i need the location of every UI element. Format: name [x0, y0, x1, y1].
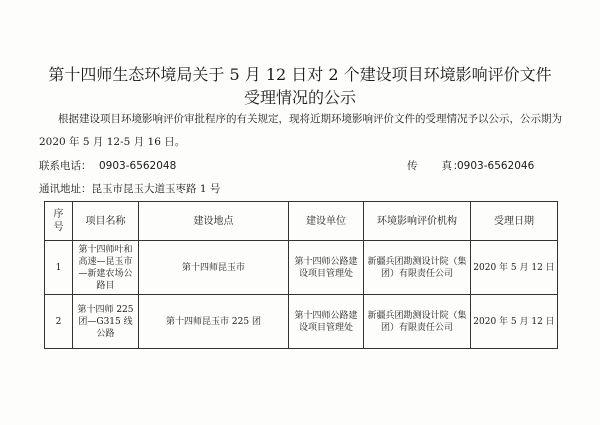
cell-acceptance-date: 2020 年 5 月 12 日 — [471, 241, 558, 295]
phone-value: 0903-6562048 — [99, 160, 177, 172]
document-title-line-1: 第十四师生态环境局关于 5 月 12 日对 2 个建设项目环境影响评价文件 — [48, 65, 552, 84]
header-serial-number — [45, 202, 73, 241]
header-project-name: 项目名称 — [73, 202, 139, 241]
cell-eia-organization: 新疆兵团勘测设计院（集团）有限责任公司 — [364, 241, 471, 295]
fax-label: 传 真： — [407, 160, 465, 172]
cell-serial-number: 1 — [45, 241, 73, 295]
header-location: 建设地点 — [139, 202, 289, 241]
table-row — [45, 295, 558, 349]
body-paragraph-1: 根据建设项目环境影响评价审批程序的有关规定，现将近期环境影响评价文件的受理情况予以公示，公示期为 — [58, 113, 562, 125]
header-construction-unit: 建设单位 — [289, 202, 364, 241]
cell-project-name: 第十四师叶和高速—昆玉市—新建农场公路目 — [73, 241, 139, 295]
cell-project-name: 第十四师 225 团—G315 线公路 — [73, 295, 139, 349]
mailing-address: 通讯地址：昆玉市昆玉大道玉枣路 1 号 — [39, 183, 221, 195]
cell-construction-unit: 第十四师公路建设项目管理处 — [289, 295, 364, 349]
header-serial-line-2: 号 — [53, 222, 64, 233]
header-acceptance-date: 受理日期 — [471, 202, 558, 241]
project-table — [44, 201, 558, 349]
phone-label: 联系电话： — [39, 160, 92, 172]
fax-value: 0903-6562046 — [457, 160, 535, 172]
cell-acceptance-date: 2020 年 5 月 12 日 — [471, 295, 558, 349]
table-header-row — [45, 202, 558, 241]
table-row — [45, 241, 558, 295]
body-paragraph-2: 2020 年 5 月 12-5 月 16 日。 — [39, 136, 186, 148]
cell-location: 第十四师昆玉市 — [139, 241, 289, 295]
header-eia-organization: 环境影响评价机构 — [364, 202, 471, 241]
cell-eia-organization: 新疆兵团勘测设计院（集团）有限责任公司 — [364, 295, 471, 349]
header-serial-line-1: 序 — [53, 209, 64, 220]
cell-construction-unit: 第十四师公路建设项目管理处 — [289, 241, 364, 295]
document-title-line-2: 受理情况的公示 — [243, 88, 356, 107]
cell-serial-number: 2 — [45, 295, 73, 349]
cell-location: 第十四师昆玉市 225 团 — [139, 295, 289, 349]
